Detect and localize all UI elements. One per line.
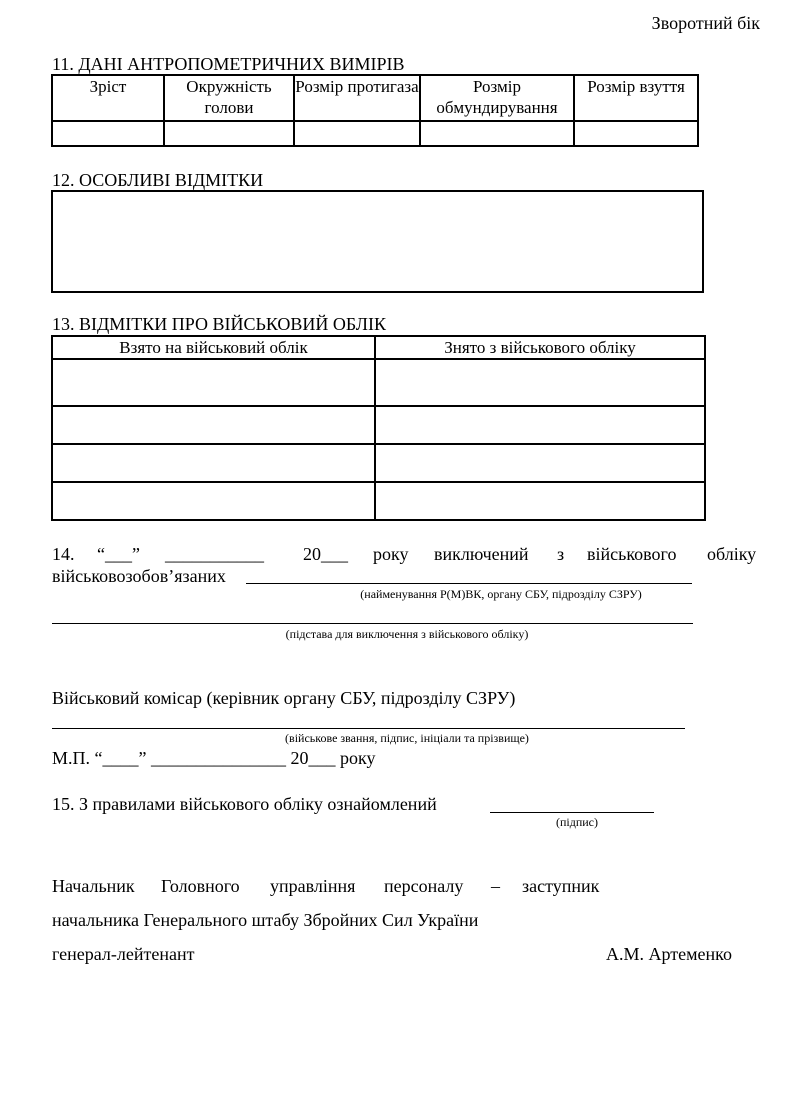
signatory-word-4: персоналу	[384, 876, 464, 896]
signatory-position-line-2: начальника Генерального штабу Збройних Сил України	[52, 910, 479, 930]
special-notes-box[interactable]	[51, 190, 704, 293]
signatory-word-1: Начальник	[52, 876, 135, 896]
table-row	[52, 359, 705, 406]
gas-mask-size-value-cell[interactable]	[294, 121, 420, 146]
deregistered-cell[interactable]	[375, 406, 705, 444]
section-14-number: 14.	[52, 544, 75, 564]
signatory-rank: генерал-лейтенант	[52, 944, 195, 964]
height-value-cell[interactable]	[52, 121, 164, 146]
exclusion-basis-line[interactable]	[52, 623, 693, 624]
table-row	[52, 444, 705, 482]
section-13-title: 13. ВІДМІТКИ ПРО ВІЙСЬКОВИЙ ОБЛІК	[52, 314, 387, 334]
deregistered-cell[interactable]	[375, 359, 705, 406]
section-12-title: 12. ОСОБЛИВІ ВІДМІТКИ	[52, 170, 264, 190]
organization-name-line[interactable]	[246, 583, 692, 584]
word-vyklyuchenyi: виключений	[434, 544, 529, 564]
signatory-name: А.М. Артеменко	[606, 944, 732, 964]
anthropometric-table	[51, 74, 699, 147]
acquaintance-signature-line[interactable]	[490, 812, 654, 813]
section-15-text: 15. З правилами військового обліку ознайомлений	[52, 794, 437, 814]
signatory-word-2: Головного	[161, 876, 240, 896]
rank-signature-line[interactable]	[52, 728, 685, 729]
head-circumference-value-cell[interactable]	[164, 121, 294, 146]
deregistered-cell[interactable]	[375, 482, 705, 520]
anthropometric-header-row	[52, 75, 698, 121]
deregistered-cell[interactable]	[375, 444, 705, 482]
month-blank[interactable]: ___________	[165, 544, 264, 564]
table-row	[52, 482, 705, 520]
registration-header-row	[52, 336, 705, 359]
signatory-word-6: заступник	[522, 876, 600, 896]
column-header-height: Зріст	[52, 75, 164, 121]
caption-rank-signature: (військове звання, підпис, ініціали та прізвище)	[285, 731, 529, 745]
column-header-deregistered: Знято з військового обліку	[375, 336, 705, 359]
registered-cell[interactable]	[52, 406, 375, 444]
section-11-title: 11. ДАНІ АНТРОПОМЕТРИЧНИХ ВИМІРІВ	[52, 54, 405, 74]
word-roku: року	[373, 544, 409, 564]
column-header-shoe-size: Розмір взуття	[574, 75, 698, 121]
seal-date-line[interactable]: М.П. “____” _______________ 20___ року	[52, 748, 376, 768]
page-side-label: Зворотний бік	[651, 13, 760, 33]
caption-signature: (підпис)	[555, 815, 599, 829]
registered-cell[interactable]	[52, 359, 375, 406]
table-row	[52, 406, 705, 444]
word-obliku: обліку	[707, 544, 757, 564]
column-header-head-circumference: Окружність голови	[164, 75, 294, 121]
year-blank[interactable]: 20___	[303, 544, 348, 564]
shoe-size-value-cell[interactable]	[574, 121, 698, 146]
military-registration-table	[51, 335, 706, 521]
anthropometric-values-row	[52, 121, 698, 146]
signatory-word-5: –	[491, 876, 500, 896]
word-z: з	[557, 544, 565, 564]
commissar-title: Військовий комісар (керівник органу СБУ, підрозділу СЗРУ)	[52, 688, 516, 708]
caption-exclusion-basis: (підстава для виключення з військового обліку)	[285, 627, 529, 641]
column-header-uniform-size: Розмір обмундирування	[420, 75, 574, 121]
registered-cell[interactable]	[52, 482, 375, 520]
registered-cell[interactable]	[52, 444, 375, 482]
caption-organization: (найменування Р(М)ВК, органу СБУ, підрозділу СЗРУ)	[360, 587, 642, 601]
label-liable-persons: військовозобов’язаних	[52, 566, 226, 586]
uniform-size-value-cell[interactable]	[420, 121, 574, 146]
column-header-gas-mask-size: Розмір протигаза	[294, 75, 420, 121]
day-blank[interactable]: “___”	[97, 544, 140, 564]
column-header-registered: Взято на військовий облік	[52, 336, 375, 359]
word-viyskovoho: військового	[587, 544, 677, 564]
signatory-word-3: управління	[270, 876, 356, 896]
